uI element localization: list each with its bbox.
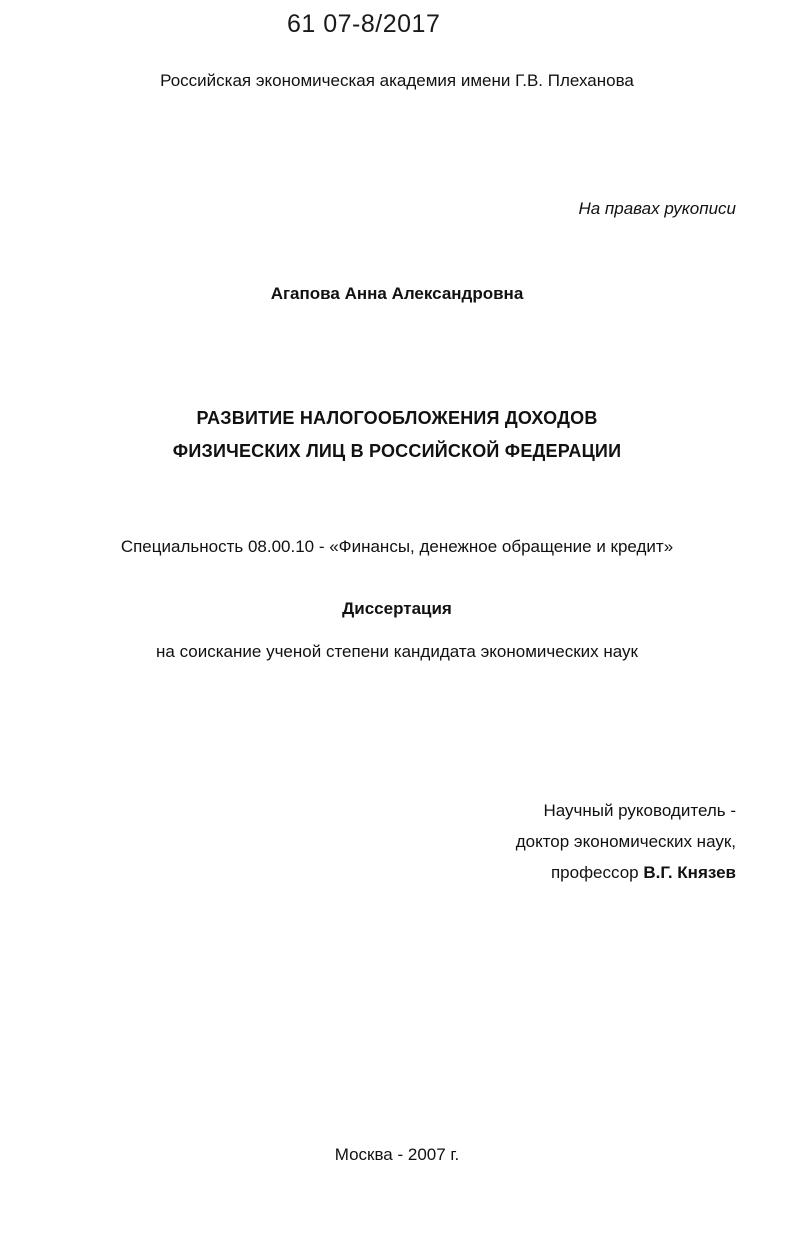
dissertation-title-line-1: РАЗВИТИЕ НАЛОГООБЛОЖЕНИЯ ДОХОДОВ — [196, 408, 598, 428]
advisor-title: профессор — [550, 863, 639, 882]
advisor-degree: доктор экономических наук, — [515, 832, 736, 851]
advisor-title-and-name — [551, 863, 736, 883]
advisor-role: Научный руководитель - — [543, 801, 736, 820]
organization-name: Российская экономическая академия имени Г.В. Плеханова — [160, 71, 634, 90]
dissertation-title-line-2: ФИЗИЧЕСКИХ ЛИЦ В РОССИЙСКОЙ ФЕДЕРАЦИИ — [172, 441, 622, 461]
advisor-name: В.Г. Князев — [643, 863, 736, 882]
document-type: Диссертация — [342, 599, 452, 618]
manuscript-note: На правах рукописи — [578, 199, 736, 218]
archive-code: 61 07-8/2017 — [287, 10, 441, 38]
author-name: Агапова Анна Александровна — [270, 284, 524, 303]
city-year: Москва - 2007 г. — [334, 1145, 460, 1164]
specialty: Специальность 08.00.10 - «Финансы, денежное обращение и кредит» — [120, 537, 674, 556]
degree-statement: на соискание ученой степени кандидата экономических наук — [156, 642, 638, 661]
